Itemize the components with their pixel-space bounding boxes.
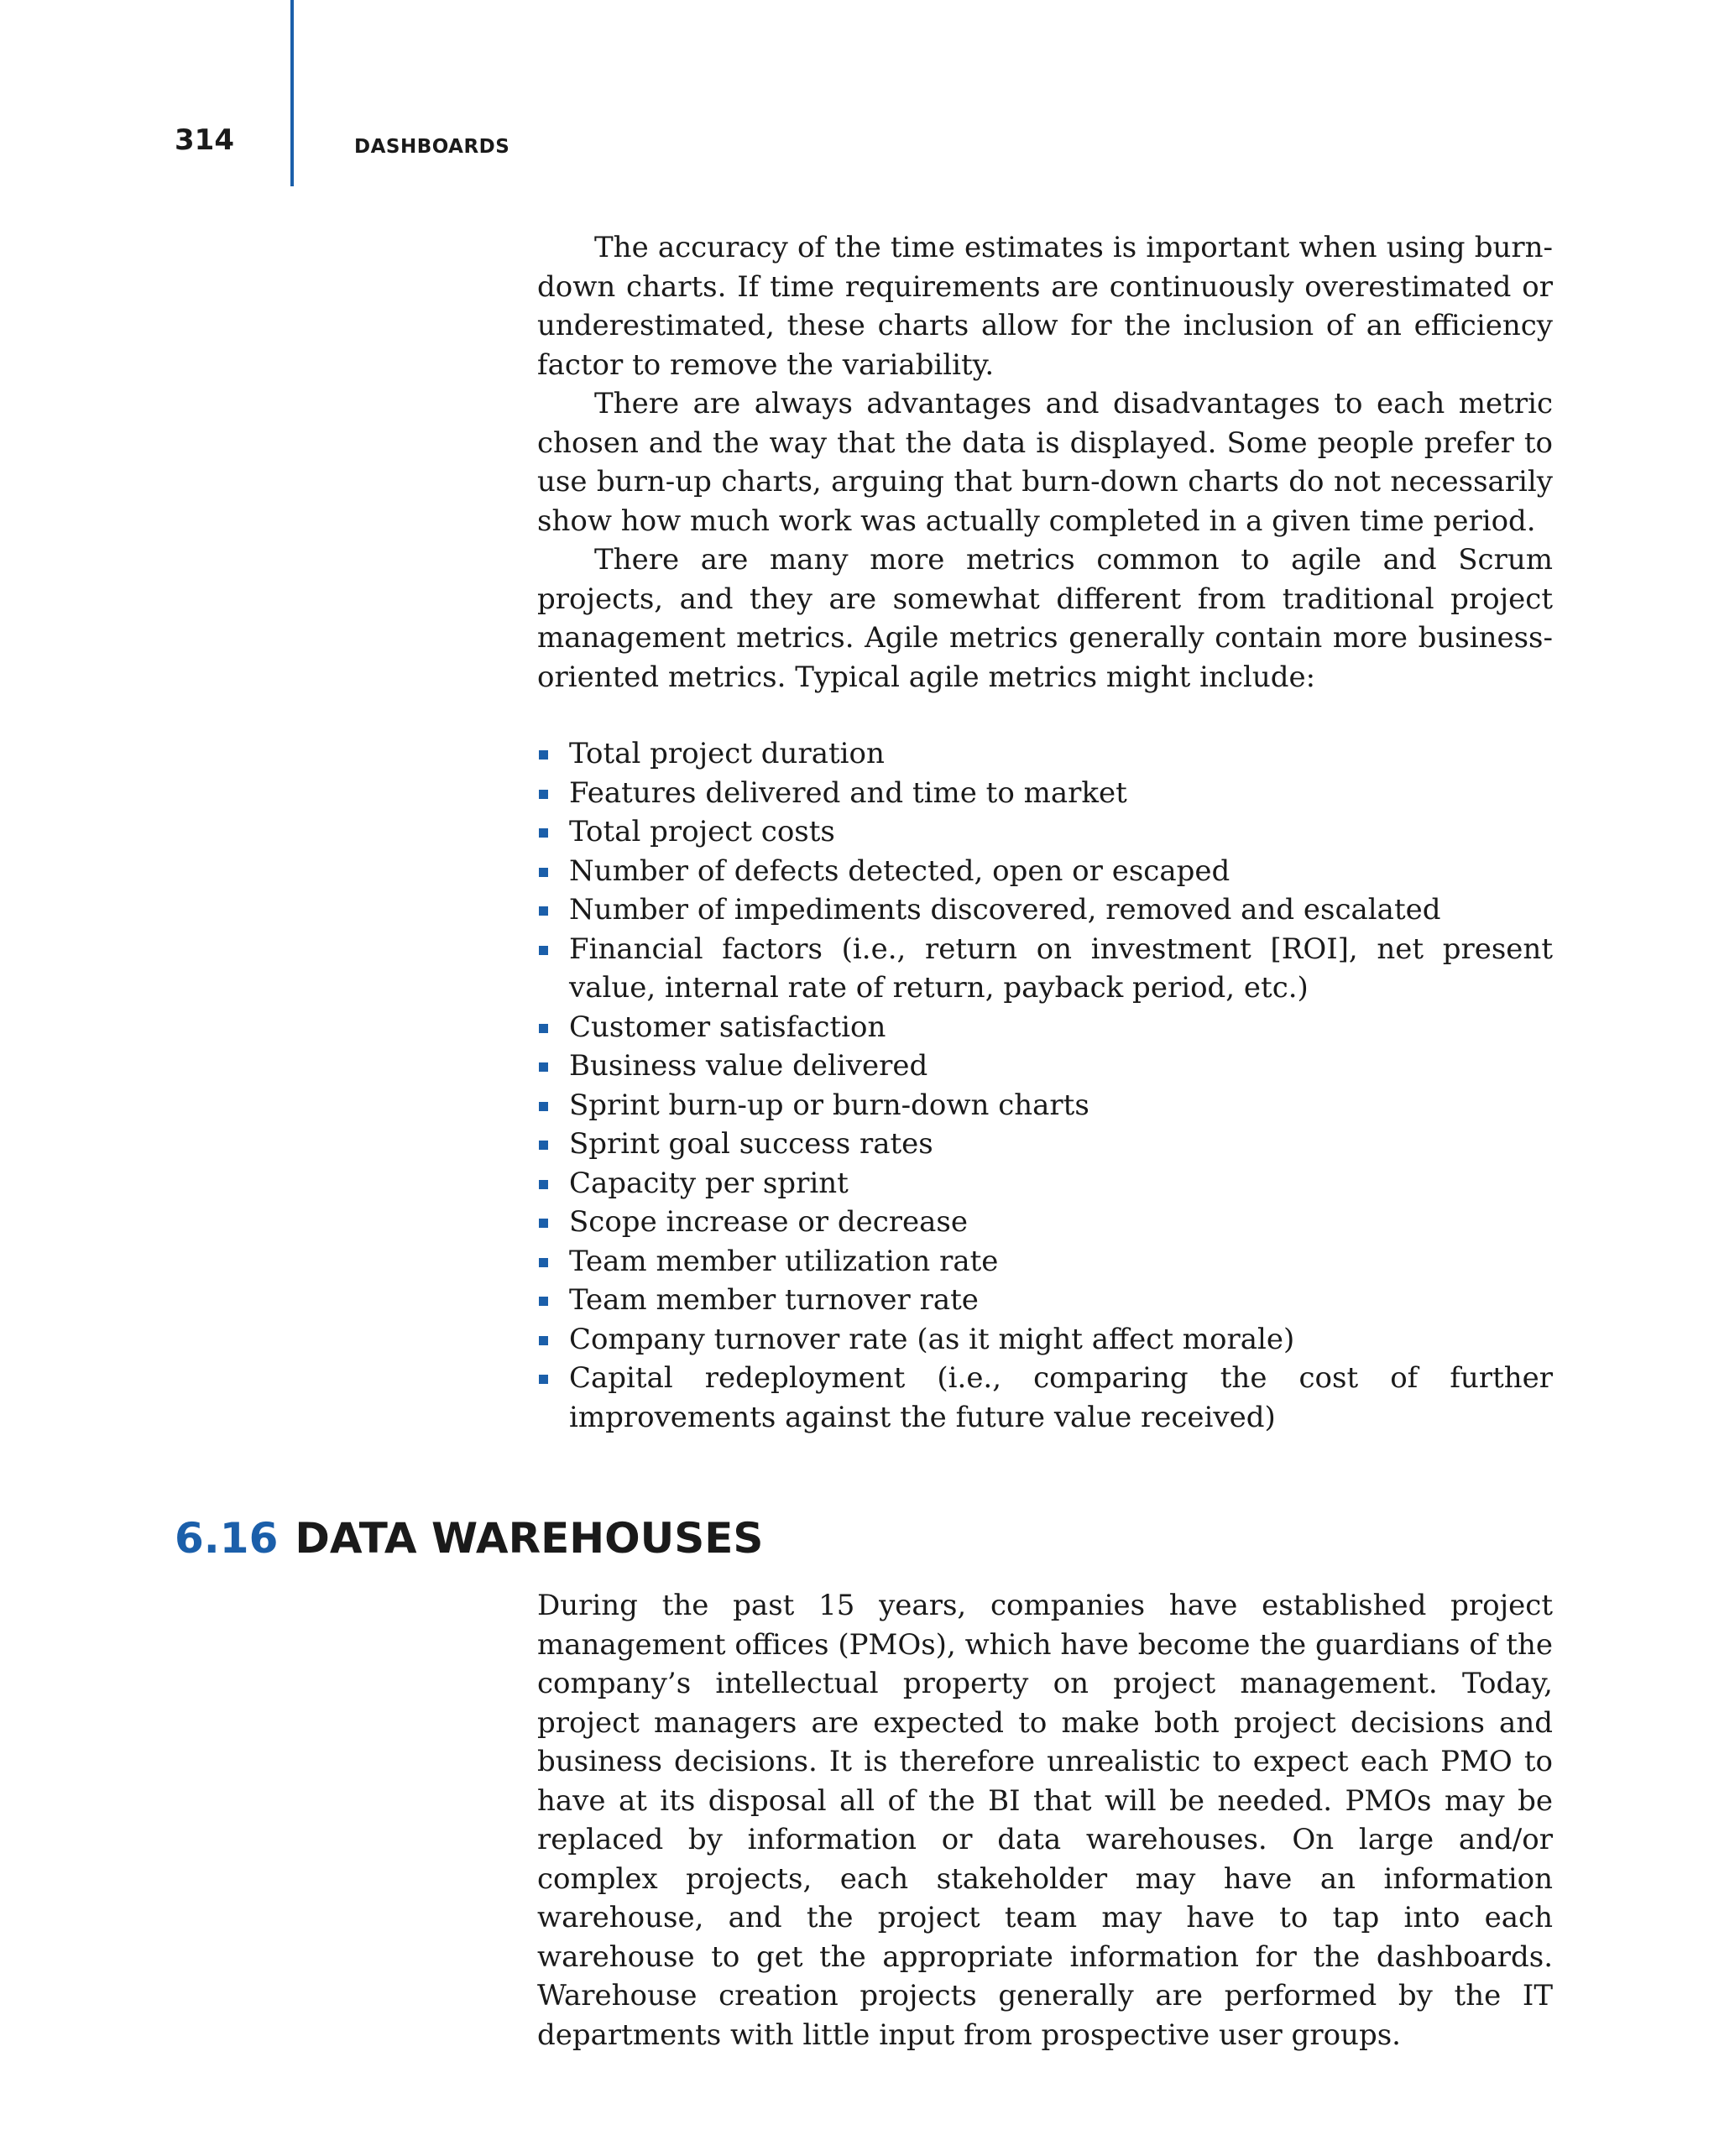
square-bullet-icon xyxy=(539,1258,548,1267)
list-item xyxy=(537,1125,1553,1164)
square-bullet-icon xyxy=(539,1297,548,1306)
list-item xyxy=(537,1320,1553,1360)
square-bullet-icon xyxy=(539,906,548,916)
list-item-text: Sprint burn-up or burn-down charts xyxy=(569,1088,1089,1122)
square-bullet-icon xyxy=(539,790,548,799)
list-item xyxy=(537,1164,1553,1203)
section-heading xyxy=(175,1514,764,1563)
section-paragraph: During the past 15 years, companies have established project management offices (PMOs), which have become the guardians of the company’s intellectual property on project management. Today, project managers are expected to make both project decisions and business decisions. It is therefore unrealistic to expect each PMO to have at its disposal all of the BI that will be needed. PMOs may be replaced by information or data warehouses. On large and/or complex projects, each stakeholder may have an information warehouse, and the project team may have to tap into each warehouse to get the appropriate information for the dashboards. Warehouse creation projects generally are performed by the IT departments with little input from prospective user groups. xyxy=(537,1589,1553,2052)
square-bullet-icon xyxy=(539,1336,548,1345)
intro-text xyxy=(537,228,1553,697)
list-item xyxy=(537,1242,1553,1282)
square-bullet-icon xyxy=(539,1062,548,1072)
square-bullet-icon xyxy=(539,1141,548,1150)
square-bullet-icon xyxy=(539,750,548,760)
square-bullet-icon xyxy=(539,868,548,877)
list-item xyxy=(537,774,1553,813)
list-item-text: Number of impediments discovered, removed and escalated xyxy=(569,893,1441,927)
section-number: 6.16 xyxy=(175,1514,279,1563)
agile-metrics-list xyxy=(537,734,1553,1437)
square-bullet-icon xyxy=(539,1180,548,1189)
list-item-text: Scope increase or decrease xyxy=(569,1205,969,1239)
list-item-text: Business value delivered xyxy=(569,1049,928,1083)
list-item xyxy=(537,1047,1553,1086)
section-body xyxy=(537,1586,1553,2054)
list-item-text: Team member utilization rate xyxy=(569,1244,999,1278)
running-head: DASHBOARDS xyxy=(354,136,510,158)
square-bullet-icon xyxy=(539,1219,548,1228)
section-title: DATA WAREHOUSES xyxy=(295,1514,764,1563)
list-item-text: Total project costs xyxy=(569,815,835,848)
list-item-text: Features delivered and time to market xyxy=(569,775,1127,810)
list-item xyxy=(537,1359,1553,1437)
square-bullet-icon xyxy=(539,1024,548,1033)
list-item xyxy=(537,1281,1553,1320)
list-item xyxy=(537,1008,1553,1047)
vertical-rule xyxy=(290,0,294,186)
list-item xyxy=(537,734,1553,774)
list-item xyxy=(537,812,1553,852)
square-bullet-icon xyxy=(539,1375,548,1384)
intro-paragraph-1: The accuracy of the time estimates is important when using burn-down charts. If time requirements are continuously overestimated or underestimated, these charts allow for the inclusion of an efficiency factor to remove the variability. xyxy=(537,231,1553,382)
list-item-text: Sprint goal success rates xyxy=(569,1127,933,1161)
page-number: 314 xyxy=(175,123,234,157)
square-bullet-icon xyxy=(539,946,548,955)
list-item-text: Team member turnover rate xyxy=(569,1283,979,1317)
list-item-text: Capital redeployment (i.e., comparing the cost of further improvements against the future value received) xyxy=(569,1361,1553,1434)
intro-paragraph-2: There are always advantages and disadvantages to each metric chosen and the way that the data is displayed. Some people prefer to use burn-up charts, arguing that burn-down charts do not necessarily show how much work was actually completed in a given time period. xyxy=(537,387,1553,538)
list-item-text: Customer satisfaction xyxy=(569,1010,886,1044)
list-item xyxy=(537,1086,1553,1125)
list-item xyxy=(537,930,1553,1008)
list-item-text: Capacity per sprint xyxy=(569,1166,849,1200)
intro-paragraph-3: There are many more metrics common to agile and Scrum projects, and they are somewhat different from traditional project management metrics. Agile metrics generally contain more business-oriented metrics. Typical agile metrics might include: xyxy=(537,543,1553,694)
list-item-text: Number of defects detected, open or escaped xyxy=(569,854,1230,888)
list-item-text: Financial factors (i.e., return on investment [ROI], net present value, internal rate of return, payback period, etc.) xyxy=(569,932,1553,1005)
list-item xyxy=(537,890,1553,930)
list-item xyxy=(537,852,1553,891)
square-bullet-icon xyxy=(539,1102,548,1111)
square-bullet-icon xyxy=(539,828,548,838)
list-item-text: Total project duration xyxy=(569,737,885,770)
list-item xyxy=(537,1203,1553,1242)
list-item-text: Company turnover rate (as it might affect morale) xyxy=(569,1322,1295,1356)
